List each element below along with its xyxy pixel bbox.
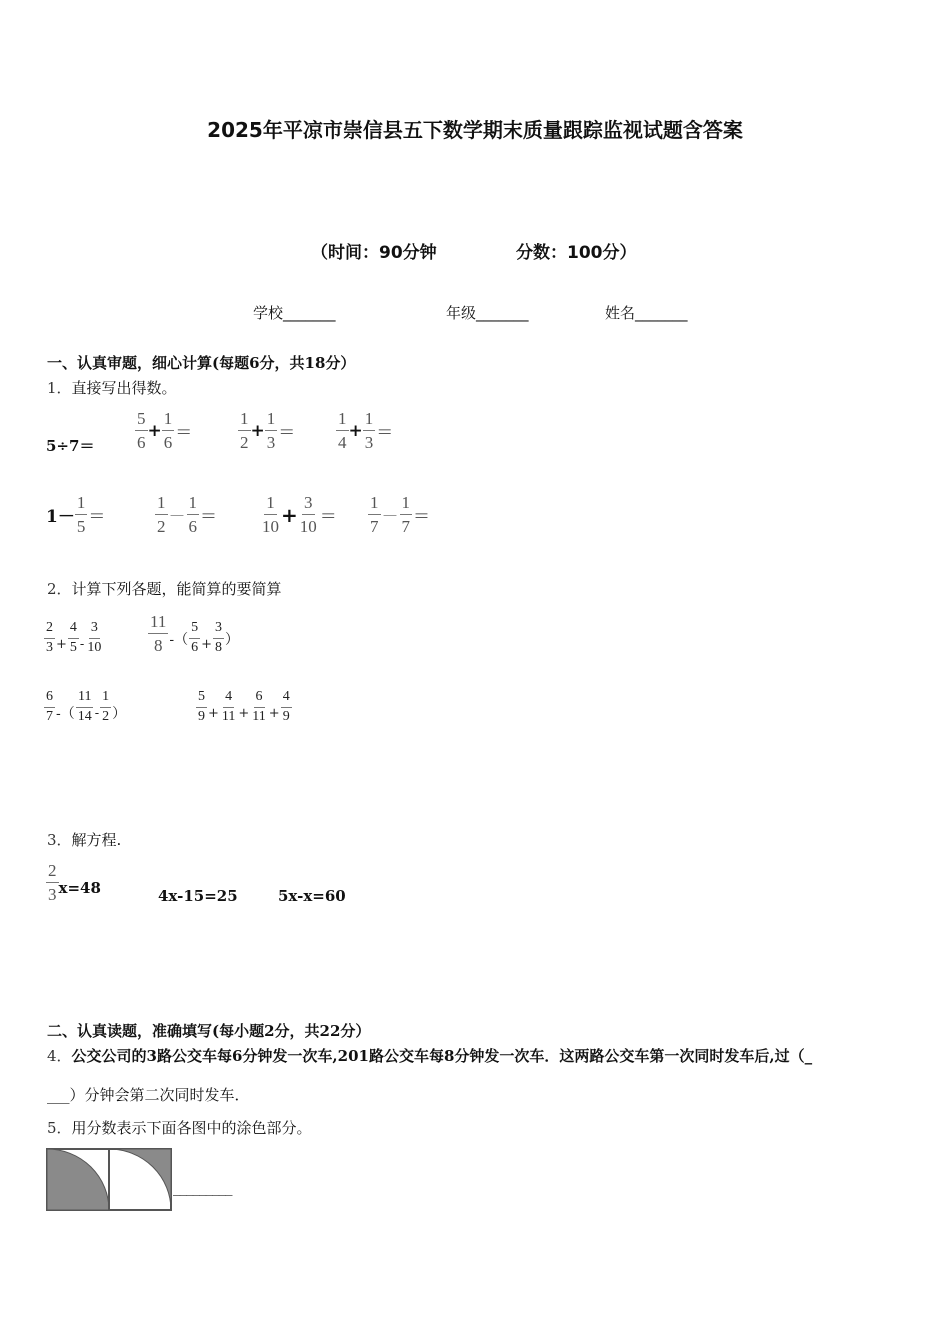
- fraction: $\frac{1}{2}$: [157, 493, 166, 537]
- expr-r1-4: $\frac{1}{4}$ + $\frac{1}{3}$ ＝: [338, 409, 394, 453]
- fraction: $\frac{11}{14}$: [77, 689, 92, 724]
- expr-q2-3: $\frac{6}{7}$ -（ $\frac{11}{14}$ - $\frac{1}{2}$ ）: [46, 689, 127, 724]
- fraction: $\frac{1}{7}$: [370, 493, 379, 537]
- expr-q2-2: $\frac{11}{8}$ -（ $\frac{5}{6}$ + $\frac{3}{8}$ ）: [150, 611, 240, 655]
- expr-r2-1: 1－ $\frac{1}{5}$ ＝: [46, 493, 106, 537]
- fraction: $\frac{3}{8}$: [215, 620, 223, 655]
- fraction: $\frac{2}{3}$: [46, 620, 53, 655]
- school-field: 学校_______: [253, 304, 336, 322]
- expr-r1-3: $\frac{1}{2}$ + $\frac{1}{3}$ ＝: [240, 409, 296, 453]
- question-2: [47, 578, 282, 599]
- answer-blank[interactable]: _________: [173, 1178, 232, 1196]
- fraction: $\frac{5}{9}$: [198, 689, 205, 724]
- expr-r2-2: $\frac{1}{2}$ － $\frac{1}{6}$ ＝: [157, 493, 217, 537]
- equation-3: 5x-x=60: [278, 887, 346, 905]
- question-number: 2．: [47, 580, 72, 598]
- section-1-heading: 一、认真审题，细心计算(每题6分，共18分）: [47, 354, 356, 372]
- question-number: 4．: [47, 1047, 72, 1065]
- question-3: [47, 829, 121, 850]
- question-text: 公交公司的3路公交车每6分钟发一次车,201路公交车每8分钟发一次车．这两路公交车第一次同时发车后,过（_: [71, 1047, 813, 1065]
- fraction: $\frac{2}{3}$: [48, 861, 57, 905]
- fraction: $\frac{1}{2}$: [102, 689, 110, 724]
- question-1: [47, 377, 177, 398]
- fraction: $\frac{1}{10}$: [262, 493, 279, 537]
- expr-q2-1: $\frac{2}{3}$ + $\frac{4}{5}$ - $\frac{3}{10}$: [46, 620, 102, 655]
- fraction: $\frac{1}{3}$: [266, 409, 276, 453]
- expr-r1-2: $\frac{5}{6}$ + $\frac{1}{6}$ ＝: [137, 409, 193, 453]
- question-text: 直接写出得数。: [71, 379, 177, 397]
- fraction: $\frac{1}{6}$: [163, 409, 173, 453]
- grade-field: 年级_______: [446, 304, 529, 322]
- fraction: $\frac{1}{4}$: [338, 409, 347, 453]
- question-number: 5．: [47, 1119, 72, 1137]
- expr-5div7: 5÷7＝: [46, 437, 95, 455]
- exam-time: （时间：90分钟: [311, 243, 437, 263]
- fraction: $\frac{5}{6}$: [191, 620, 199, 655]
- fraction: $\frac{4}{9}$: [282, 689, 290, 724]
- question-text: 用分数表示下面各图中的涂色部分。: [71, 1119, 312, 1137]
- fraction: $\frac{3}{10}$: [87, 620, 102, 655]
- name-field: 姓名_______: [605, 304, 688, 322]
- question-text: 解方程.: [71, 831, 122, 849]
- equation-2: 4x-15=25: [158, 887, 238, 905]
- question-number: 1．: [47, 379, 72, 397]
- question-4-line-1: [47, 1045, 812, 1066]
- question-4-line-2: ___）分钟会第二次同时发车．: [47, 1086, 250, 1104]
- fraction: $\frac{1}{2}$: [240, 409, 249, 453]
- shaded-squares-figure: [46, 1148, 174, 1212]
- question-text: 计算下列各题，能简算的要简算: [71, 580, 282, 598]
- fraction: $\frac{3}{10}$: [299, 493, 317, 537]
- fraction: $\frac{4}{5}$: [69, 620, 77, 655]
- exam-score: 分数：100分）: [516, 243, 637, 263]
- fraction: $\frac{5}{6}$: [137, 409, 146, 453]
- expr-r2-4: $\frac{1}{7}$ － $\frac{1}{7}$ ＝: [370, 493, 430, 537]
- equation-1: $\frac{2}{3}$ x=48: [48, 861, 101, 905]
- section-2-heading: 二、认真读题，准确填写(每小题2分，共22分）: [47, 1022, 371, 1040]
- expr-r2-3: $\frac{1}{10}$ + $\frac{3}{10}$ ＝: [262, 493, 337, 537]
- fraction: $\frac{6}{7}$: [46, 689, 53, 724]
- fraction: $\frac{1}{6}$: [188, 493, 197, 537]
- fraction: $\frac{1}{5}$: [76, 493, 86, 537]
- question-5: [47, 1117, 312, 1138]
- fraction: $\frac{6}{11}$: [252, 689, 266, 724]
- fraction: $\frac{11}{8}$: [150, 611, 167, 655]
- fraction: $\frac{4}{11}$: [221, 689, 236, 724]
- fraction: $\frac{1}{3}$: [364, 409, 374, 453]
- expr-q2-4: $\frac{5}{9}$ + $\frac{4}{11}$ + $\frac{6}{11}$ + $\frac{4}{9}$: [198, 689, 290, 724]
- page-title: 2025年平凉市崇信县五下数学期末质量跟踪监视试题含答案: [207, 118, 743, 142]
- question-number: 3．: [47, 831, 72, 849]
- fraction: $\frac{1}{7}$: [401, 493, 410, 537]
